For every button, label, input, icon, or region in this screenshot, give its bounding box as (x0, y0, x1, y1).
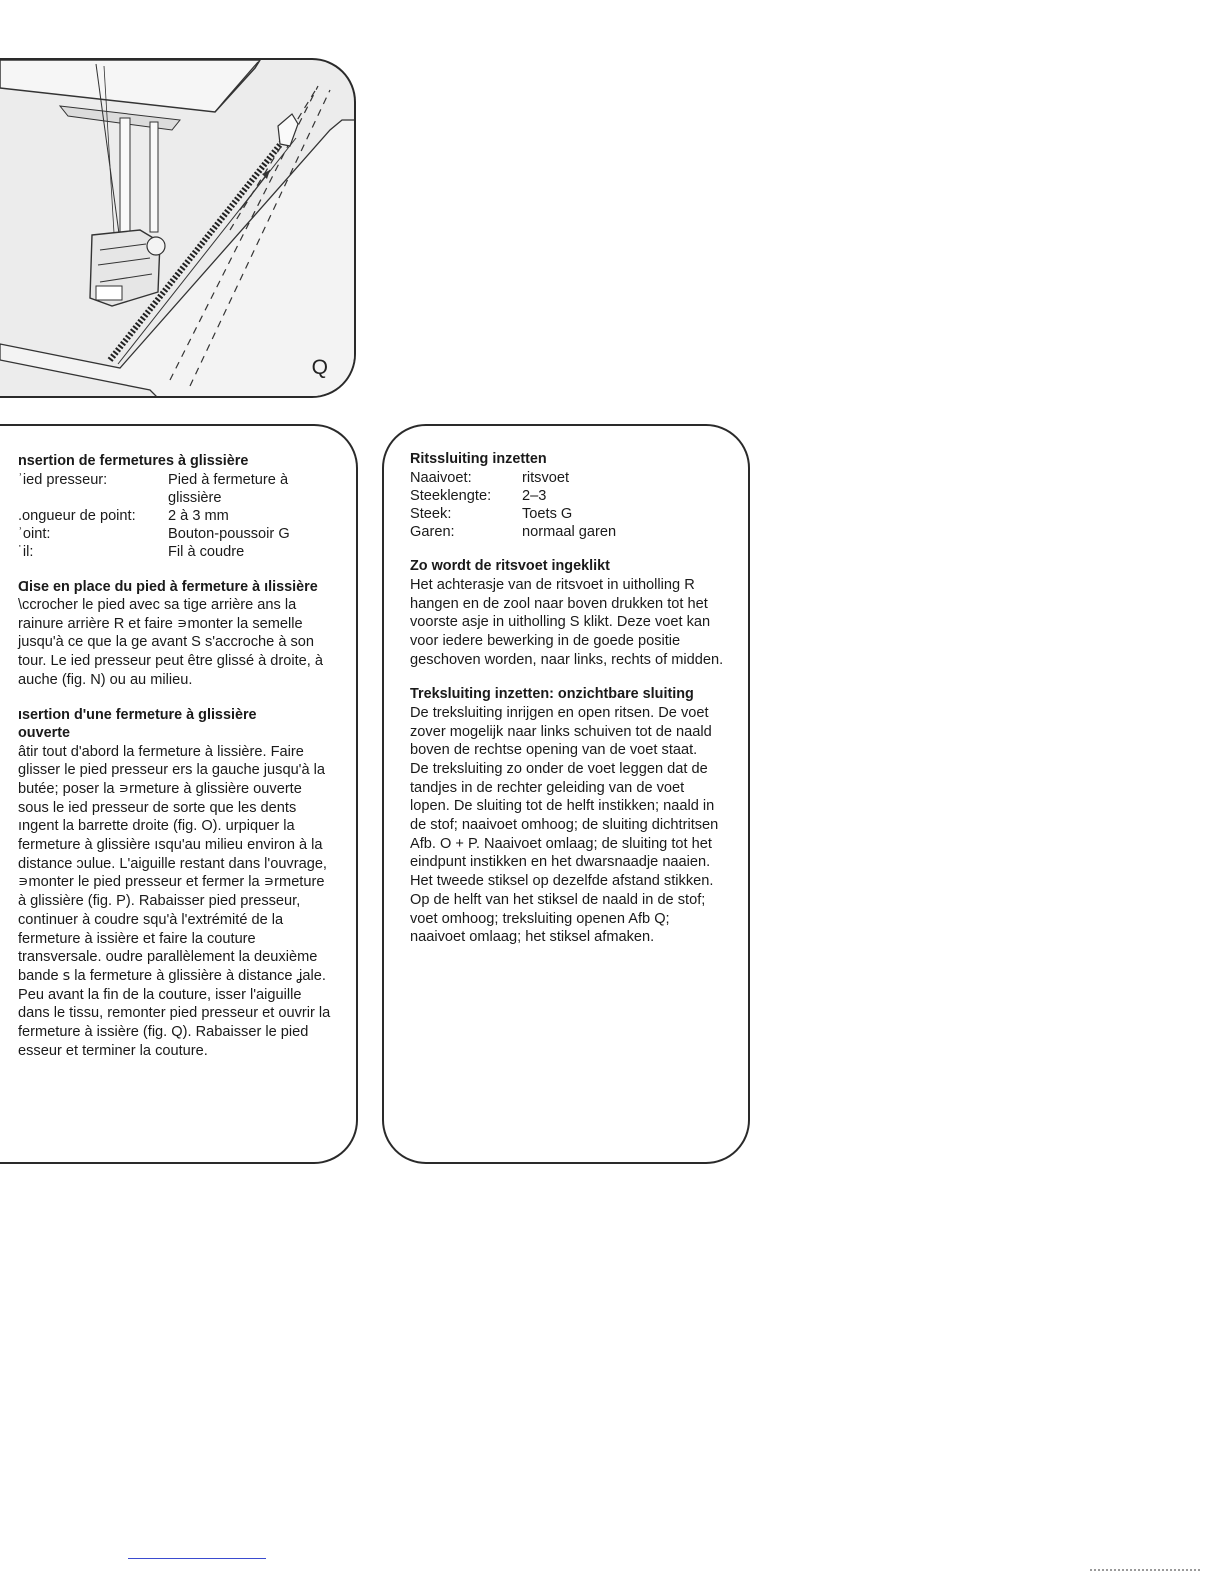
french-section2-title: ısertion d'une fermeture à glissière ouverte (18, 706, 257, 742)
spec-label: Naaivoet: (410, 469, 472, 486)
dutch-spec-table (410, 469, 730, 542)
dutch-section1-title: Zo wordt de ritsvoet ingeklikt (410, 558, 610, 575)
spec-label: .ongueur de point: (18, 507, 136, 524)
dutch-section2-body-2: De treksluiting zo onder de voet leggen dat de tandjes in de rechter geleiding van de voet lopen. De sluiting tot de helft instikken; naald in de stof; naaivoet omhoog; de sluiting dichtritsen Afb. O + P. Naaivoet omlaag; de sluiting tot het eindpunt instikken en het dwarsnaadje naaien. (410, 760, 719, 871)
spec-value: ritsvoet (522, 469, 570, 486)
zipper-foot-sewing-icon (0, 60, 356, 398)
dutch-section2-body-1: De treksluiting inrijgen en open ritsen. De voet zover mogelijk naar links schuiven tot de naald boven de rechtse opening van de voet staat. (410, 704, 712, 759)
figure-q (0, 58, 356, 398)
spec-value: normaal garen (522, 524, 617, 541)
spec-value: Bouton-poussoir G (168, 526, 290, 543)
spec-value: 2–3 (522, 487, 547, 504)
spec-label: Steeklengte: (410, 487, 492, 504)
french-instructions-panel (0, 424, 358, 1164)
spec-value: Fil à coudre (168, 544, 245, 561)
spec-value: 2 à 3 mm (168, 507, 229, 524)
spec-label: ʾoint: (18, 526, 51, 543)
french-section1-title: Ɑise en place du pied à fermeture à ılissière (18, 578, 318, 595)
spec-label: Garen: (410, 524, 455, 541)
scan-edge-mark (1090, 1569, 1200, 1571)
spec-value: Pied à fermeture à glissière (168, 471, 289, 506)
spec-label: ʾied presseur: (18, 471, 108, 488)
dutch-section2-title: Treksluiting inzetten: onzichtbare sluiting (410, 686, 694, 703)
figure-letter: Q (311, 356, 328, 379)
dutch-title: Ritssluiting inzetten (410, 451, 547, 467)
spec-label: Steek: (410, 505, 452, 522)
dutch-section1-body: Het achterasje van de ritsvoet in uitholling R hangen en de zool naar boven drukken tot het voorste asje in uitholling S klikt. Deze voet kan voor iedere bewerking in de goede positie geschoven worden, naar links, rechts of midden. (410, 576, 724, 668)
dutch-instructions-panel (382, 424, 750, 1164)
french-spec-table (18, 471, 340, 562)
french-section2-body: âtir tout d'abord la fermeture à lissière. Faire glisser le pied presseur ers la gauche jusqu'à la butée; poser la ∍rmeture à glissière ouverte sous le ied presseur de sorte que les dents ıngent la barrette droite (fig. O). urpiquer la fermeture à glissière ısqu'au milieu environ à la distance ɔulue. L'aiguille restant dans l'ouvrage, ∍monter le pied presseur et fermer la ∍rmeture à glissière (fig. P). Rabaisser pied presseur, continuer à coudre squ'à l'extrémité de la fermeture à issière et faire la couture transversale. oudre parallèlement la deuxième bande ꜱ la fermeture à glissière à distance ʝale. Peu avant la fin de la couture, isser l'aiguille dans le tissu, remonter pied presseur et ouvrir la fermeture à issière (fig. Q). Rabaisser le pied esseur et terminer la couture. (18, 743, 331, 1059)
dutch-section2-body-3: Het tweede stiksel op dezelfde afstand stikken. Op de helft van het stiksel de naald in de stof; voet omhoog; treksluiting openen Afb Q; naaivoet omlaag; het stiksel afmaken. (410, 873, 714, 946)
spec-label: ˙il: (18, 544, 34, 561)
footer-rule (128, 1558, 266, 1559)
spec-value: Toets G (522, 505, 573, 522)
french-section1-body: \ccrocher le pied avec sa tige arrière ans la rainure arrière R et faire ∍monter la semelle jusqu'à ce que la ge avant S s'accroche à son tour. Le ied presseur peut être glissé à droite, à auche (fig. N) ou au milieu. (18, 597, 324, 688)
french-title: nsertion de fermetures à glissière (18, 453, 249, 469)
